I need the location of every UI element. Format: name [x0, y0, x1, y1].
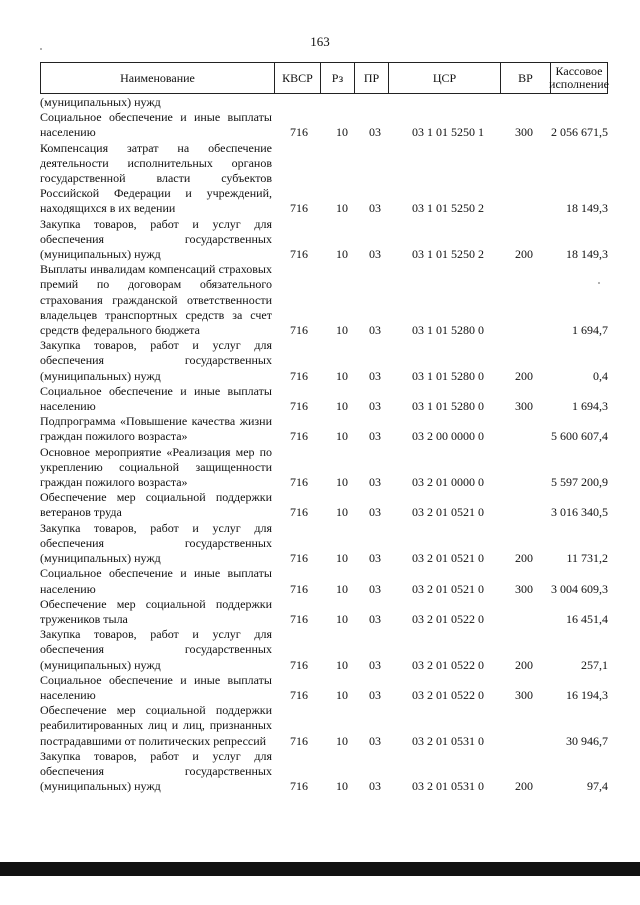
- header-sum-line1: Кассовое: [555, 64, 603, 78]
- row-name: Социальное обеспечение и иные выплаты населению: [40, 110, 272, 140]
- row-sum: 1 694,7: [572, 323, 608, 338]
- row-rz: 10: [336, 581, 348, 596]
- row-rz: 10: [336, 247, 348, 262]
- row-kvsr: 716: [290, 779, 308, 794]
- row-kvsr: 716: [290, 399, 308, 414]
- row-csr: 03 2 01 0521 0: [412, 505, 484, 520]
- row-sum: 16 194,3: [566, 687, 608, 702]
- row-vr: 200: [515, 247, 533, 262]
- row-pr: 03: [369, 323, 381, 338]
- row-sum: 3 016 340,5: [551, 505, 608, 520]
- table-row: [40, 110, 608, 140]
- row-sum: 18 149,3: [566, 201, 608, 216]
- row-sum: 5 600 607,4: [551, 429, 608, 444]
- row-csr: 03 2 01 0521 0: [412, 581, 484, 596]
- row-name: Социальное обеспечение и иные выплаты населению: [40, 383, 272, 414]
- row-rz: 10: [336, 505, 348, 520]
- row-name: Закупка товаров, работ и услуг для обеспечения государственных (муниципальных) нужд: [40, 627, 272, 672]
- header-sum: [551, 63, 607, 93]
- row-sum: 257,1: [581, 657, 608, 672]
- row-csr: 03 2 01 0531 0: [412, 733, 484, 748]
- table-row: [40, 703, 608, 749]
- table-body: [40, 95, 608, 794]
- row-sum: 3 004 609,3: [551, 581, 608, 596]
- row-kvsr: 716: [290, 551, 308, 566]
- row-rz: 10: [336, 429, 348, 444]
- row-pr: 03: [369, 475, 381, 490]
- row-kvsr: 716: [290, 733, 308, 748]
- row-kvsr: 716: [290, 247, 308, 262]
- row-kvsr: 716: [290, 125, 308, 140]
- header-rz: Рз: [321, 63, 355, 93]
- table-header: [40, 62, 608, 94]
- row-csr: 03 2 00 0000 0: [412, 429, 484, 444]
- row-name: Закупка товаров, работ и услуг для обеспечения государственных (муниципальных) нужд: [40, 748, 272, 794]
- row-pr: 03: [369, 505, 381, 520]
- row-rz: 10: [336, 368, 348, 383]
- row-sum: 16 451,4: [566, 611, 608, 626]
- row-vr: 300: [515, 687, 533, 702]
- row-name: Выплаты инвалидам компенсаций страховых премий по договорам обязательного страхования гражданской ответственности владельцев транспортных средств за счет средств федерального бюджета: [40, 262, 272, 338]
- row-csr: 03 2 01 0522 0: [412, 657, 484, 672]
- row-kvsr: 716: [290, 429, 308, 444]
- row-kvsr: 716: [290, 687, 308, 702]
- table-row: [40, 384, 608, 414]
- row-pr: 03: [369, 779, 381, 794]
- row-rz: 10: [336, 657, 348, 672]
- row-sum: 2 056 671,5: [551, 125, 608, 140]
- row-csr: 03 2 01 0000 0: [412, 475, 484, 490]
- row-name: Закупка товаров, работ и услуг для обеспечения государственных (муниципальных) нужд: [40, 216, 272, 262]
- row-pr: 03: [369, 687, 381, 702]
- row-pr: 03: [369, 399, 381, 414]
- table-row: [40, 445, 608, 491]
- row-vr: 200: [515, 551, 533, 566]
- row-sum: 18 149,3: [566, 247, 608, 262]
- table-row: [40, 338, 608, 384]
- table-row: [40, 749, 608, 795]
- table-row: [40, 95, 608, 110]
- row-vr: 300: [515, 125, 533, 140]
- row-name: Обеспечение мер социальной поддержки тружеников тыла: [40, 596, 272, 626]
- row-pr: 03: [369, 201, 381, 216]
- row-name: Закупка товаров, работ и услуг для обеспечения государственных (муниципальных) нужд: [40, 338, 272, 383]
- row-csr: 03 2 01 0531 0: [412, 779, 484, 794]
- header-sum-line2: исполнение: [549, 77, 609, 91]
- scan-border: [0, 862, 640, 876]
- row-csr: 03 2 01 0522 0: [412, 687, 484, 702]
- row-rz: 10: [336, 475, 348, 490]
- row-kvsr: 716: [290, 323, 308, 338]
- row-csr: 03 1 01 5250 1: [412, 125, 484, 140]
- page-number: 163: [310, 34, 330, 49]
- row-pr: 03: [369, 581, 381, 596]
- row-kvsr: 716: [290, 368, 308, 383]
- row-rz: 10: [336, 611, 348, 626]
- row-sum: 97,4: [587, 779, 608, 794]
- row-pr: 03: [369, 551, 381, 566]
- row-name: Социальное обеспечение и иные выплаты населению: [40, 566, 272, 596]
- row-pr: 03: [369, 125, 381, 140]
- row-sum: 11 731,2: [566, 551, 608, 566]
- row-rz: 10: [336, 323, 348, 338]
- row-kvsr: 716: [290, 505, 308, 520]
- row-csr: 03 1 01 5280 0: [412, 323, 484, 338]
- row-kvsr: 716: [290, 657, 308, 672]
- row-kvsr: 716: [290, 581, 308, 596]
- row-csr: 03 2 01 0521 0: [412, 551, 484, 566]
- row-sum: 5 597 200,9: [551, 475, 608, 490]
- header-vr: ВР: [501, 63, 551, 93]
- header-csr: ЦСР: [389, 63, 501, 93]
- scan-artifact: [40, 48, 42, 50]
- row-pr: 03: [369, 429, 381, 444]
- row-name: Обеспечение мер социальной поддержки реабилитированных лиц и лиц, признанных пострадавшими от политических репрессий: [40, 703, 272, 748]
- table-row: [40, 141, 608, 217]
- table-row: [40, 673, 608, 703]
- header-kvsr: КВСР: [275, 63, 321, 93]
- table-row: [40, 490, 608, 520]
- table-row: [40, 217, 608, 263]
- row-sum: 30 946,7: [566, 733, 608, 748]
- row-name: Подпрограмма «Повышение качества жизни граждан пожилого возраста»: [40, 414, 272, 444]
- row-rz: 10: [336, 201, 348, 216]
- row-vr: 200: [515, 368, 533, 383]
- row-name: Основное мероприятие «Реализация мер по укреплению социальной защищенности граждан пожилого возраста»: [40, 444, 272, 490]
- row-csr: 03 1 01 5280 0: [412, 399, 484, 414]
- row-rz: 10: [336, 125, 348, 140]
- row-kvsr: 716: [290, 201, 308, 216]
- row-vr: 300: [515, 581, 533, 596]
- row-name: Компенсация затрат на обеспечение деятельности исполнительных органов государственной власти субъектов Российской Федерации и учреждений, находящихся в их ведении: [40, 140, 272, 216]
- row-pr: 03: [369, 611, 381, 626]
- table-row: [40, 597, 608, 627]
- table-row: [40, 627, 608, 673]
- row-pr: 03: [369, 657, 381, 672]
- row-csr: 03 2 01 0522 0: [412, 611, 484, 626]
- row-sum: 1 694,3: [572, 399, 608, 414]
- row-vr: 200: [515, 779, 533, 794]
- table-row: [40, 566, 608, 596]
- table-row: [40, 521, 608, 567]
- row-rz: 10: [336, 687, 348, 702]
- row-rz: 10: [336, 779, 348, 794]
- row-pr: 03: [369, 368, 381, 383]
- table-row: [40, 262, 608, 338]
- scan-artifact: [598, 282, 600, 284]
- table-row: [40, 414, 608, 444]
- row-kvsr: 716: [290, 475, 308, 490]
- row-pr: 03: [369, 733, 381, 748]
- row-sum: 0,4: [593, 368, 608, 383]
- row-name: Обеспечение мер социальной поддержки ветеранов труда: [40, 490, 272, 520]
- row-pr: 03: [369, 247, 381, 262]
- row-csr: 03 1 01 5250 2: [412, 201, 484, 216]
- row-csr: 03 1 01 5280 0: [412, 368, 484, 383]
- row-name: Социальное обеспечение и иные выплаты населению: [40, 672, 272, 702]
- header-name: Наименование: [41, 63, 275, 93]
- header-pr: ПР: [355, 63, 389, 93]
- row-rz: 10: [336, 399, 348, 414]
- row-vr: 300: [515, 399, 533, 414]
- row-rz: 10: [336, 551, 348, 566]
- row-vr: 200: [515, 657, 533, 672]
- row-kvsr: 716: [290, 611, 308, 626]
- row-csr: 03 1 01 5250 2: [412, 247, 484, 262]
- row-name: Закупка товаров, работ и услуг для обеспечения государственных (муниципальных) нужд: [40, 520, 272, 566]
- row-rz: 10: [336, 733, 348, 748]
- row-name: (муниципальных) нужд: [40, 95, 161, 109]
